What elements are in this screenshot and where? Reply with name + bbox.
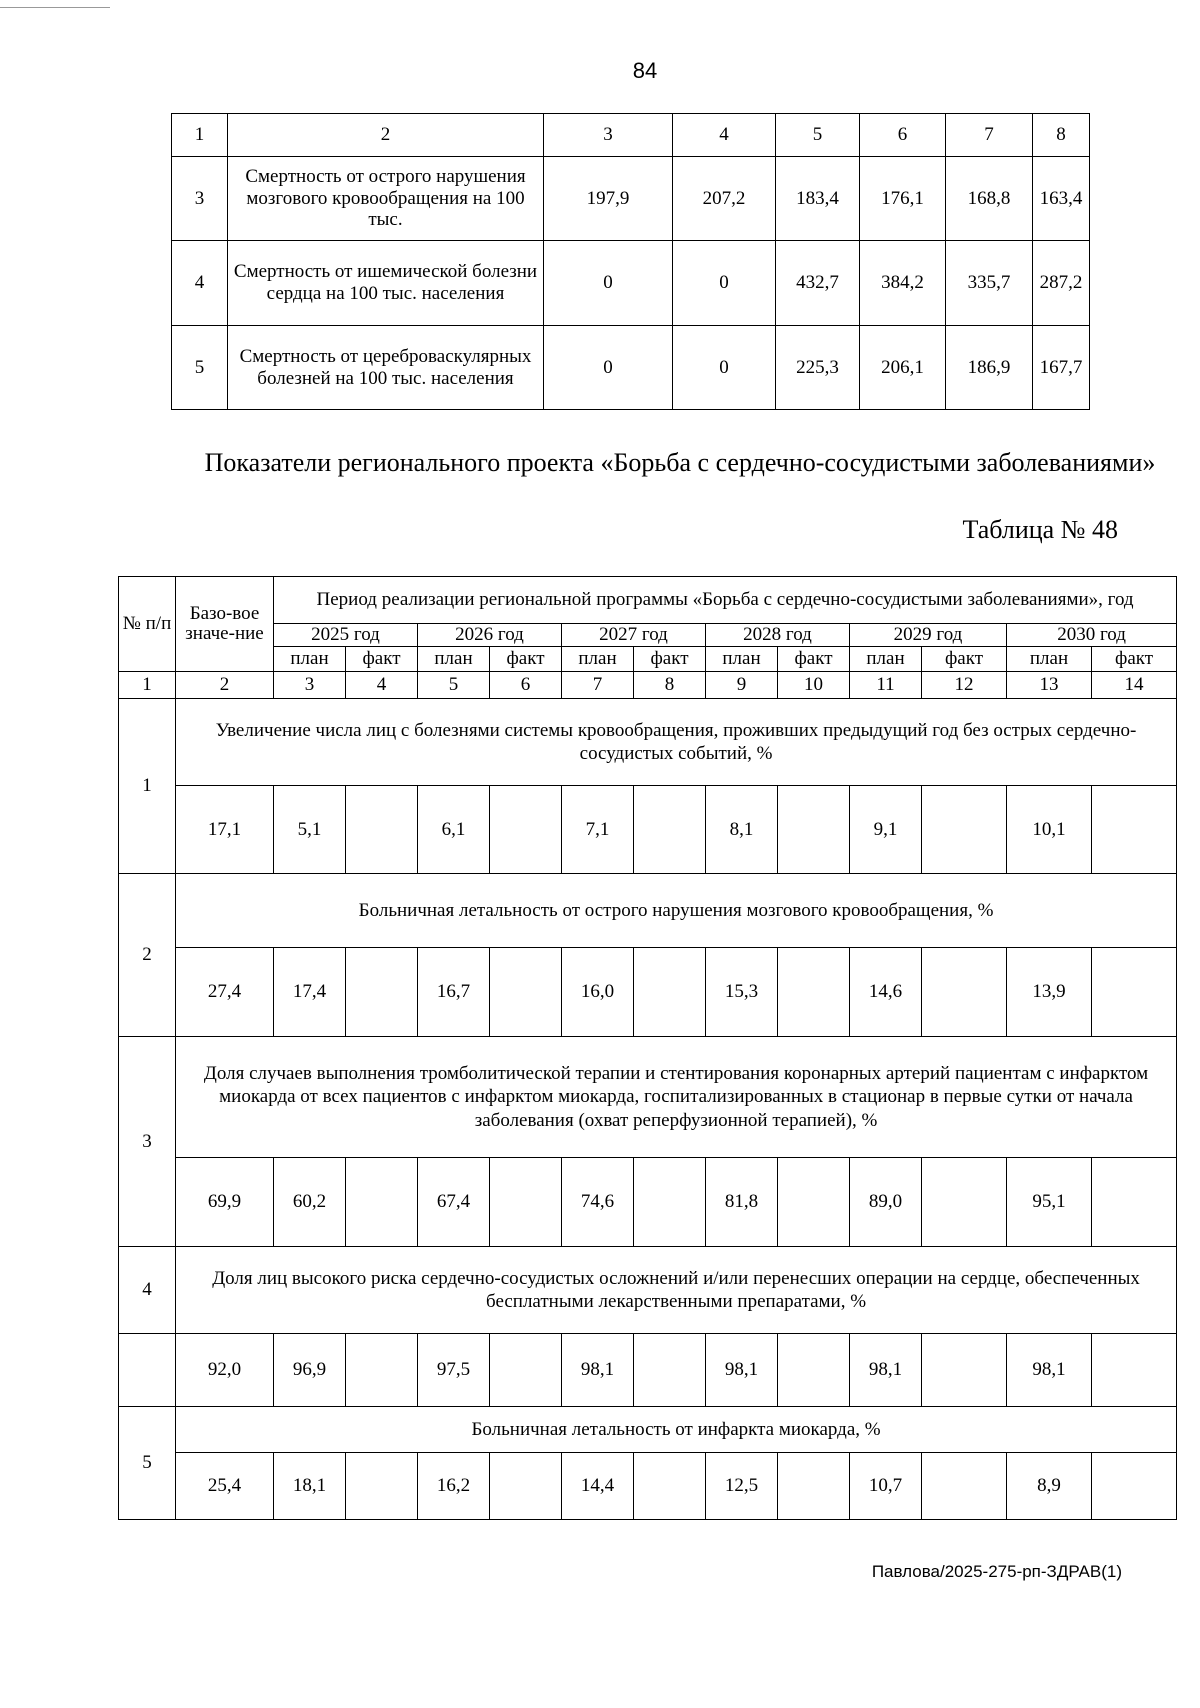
indicator-values-row [119, 1334, 1177, 1407]
year-header: 2028 год [706, 624, 850, 647]
plan-value: 5,1 [274, 786, 346, 874]
plan-value: 81,8 [706, 1158, 778, 1247]
fact-value [1092, 1334, 1177, 1407]
indicator-name: Смертность от острого нарушения мозгового кровообращения на 100 тыс. [228, 157, 544, 241]
plan-value: 98,1 [850, 1334, 922, 1407]
value-cell: 207,2 [673, 157, 776, 241]
fact-value [490, 948, 562, 1037]
plan-header: план [274, 647, 346, 672]
col-number: 1 [119, 672, 176, 699]
fact-value [778, 1158, 850, 1247]
fact-value [1092, 1158, 1177, 1247]
header-period: Период реализации региональной программы «Борьба с сердечно-сосудистыми заболеваниями», год [274, 577, 1177, 624]
section-title: Показатели регионального проекта «Борьба с сердечно-сосудистыми заболеваниями» [204, 448, 1156, 477]
fact-value [922, 1158, 1007, 1247]
col-number: 6 [860, 114, 946, 157]
plan-value: 9,1 [850, 786, 922, 874]
fact-value [346, 786, 418, 874]
fact-header: факт [346, 647, 418, 672]
indicator-values-row [119, 786, 1177, 874]
indicator-name: Больничная летальность от инфаркта миокарда, % [176, 1407, 1177, 1453]
table-number: Таблица № 48 [962, 515, 1118, 544]
fact-value [490, 1158, 562, 1247]
scan-edge-line [0, 7, 110, 8]
year-header: 2030 год [1007, 624, 1177, 647]
plan-value: 16,2 [418, 1453, 490, 1520]
fact-value [634, 1334, 706, 1407]
col-number: 13 [1007, 672, 1092, 699]
col-number: 7 [562, 672, 634, 699]
value-cell: 167,7 [1033, 326, 1090, 410]
plan-value: 13,9 [1007, 948, 1092, 1037]
plan-value: 14,6 [850, 948, 922, 1037]
indicator-name: Смертность от цереброваскулярных болезней на 100 тыс. населения [228, 326, 544, 410]
fact-value [922, 1334, 1007, 1407]
fact-header: факт [922, 647, 1007, 672]
fact-value [1092, 786, 1177, 874]
plan-value: 16,0 [562, 948, 634, 1037]
year-header: 2025 год [274, 624, 418, 647]
page-number: 84 [632, 58, 658, 83]
plan-value: 67,4 [418, 1158, 490, 1247]
value-cell: 197,9 [544, 157, 673, 241]
document-footer: Павлова/2025-275-рп-ЗДРАВ(1) [871, 1562, 1122, 1581]
fact-value [346, 948, 418, 1037]
plan-value: 98,1 [706, 1334, 778, 1407]
value-cell: 186,9 [946, 326, 1033, 410]
plan-header: план [706, 647, 778, 672]
col-number: 5 [418, 672, 490, 699]
col-number: 10 [778, 672, 850, 699]
col-number: 4 [346, 672, 418, 699]
plan-value: 74,6 [562, 1158, 634, 1247]
regional-project-indicators-table [118, 576, 1177, 1520]
indicator-name: Доля случаев выполнения тромболитической терапии и стентирования коронарных артерий пациентам с инфарктом миокарда от всех пациентов с инфарктом миокарда, госпитализированных в стационар в первые сутки от начала заболевания (охват реперфузионной терапией), % [176, 1037, 1177, 1158]
indicator-name: Смертность от ишемической болезни сердца на 100 тыс. населения [228, 241, 544, 326]
plan-header: план [850, 647, 922, 672]
value-cell: 0 [673, 326, 776, 410]
plan-value: 98,1 [562, 1334, 634, 1407]
fact-value [922, 1453, 1007, 1520]
fact-value [778, 948, 850, 1037]
fact-value [634, 948, 706, 1037]
fact-header: факт [634, 647, 706, 672]
row-number: 1 [119, 699, 176, 874]
col-number: 4 [673, 114, 776, 157]
plan-header: план [562, 647, 634, 672]
col-number: 3 [274, 672, 346, 699]
row-number: 2 [119, 874, 176, 1037]
col-number: 12 [922, 672, 1007, 699]
indicator-values-row [119, 948, 1177, 1037]
table-row [172, 157, 1090, 241]
value-cell: 0 [544, 326, 673, 410]
plan-value: 10,1 [1007, 786, 1092, 874]
year-header: 2026 год [418, 624, 562, 647]
value-cell: 287,2 [1033, 241, 1090, 326]
indicator-values-row [119, 1158, 1177, 1247]
plan-value: 17,4 [274, 948, 346, 1037]
col-number: 14 [1092, 672, 1177, 699]
table2-plan-fact-row [119, 647, 1177, 672]
fact-value [778, 786, 850, 874]
plan-value: 12,5 [706, 1453, 778, 1520]
row-number: 5 [172, 326, 228, 410]
fact-value [346, 1334, 418, 1407]
plan-value: 18,1 [274, 1453, 346, 1520]
table-row [172, 326, 1090, 410]
fact-value [490, 786, 562, 874]
fact-header: факт [778, 647, 850, 672]
value-cell: 0 [544, 241, 673, 326]
table2-years-row [119, 624, 1177, 647]
header-row-number: № п/п [119, 577, 176, 672]
indicator-name-row [119, 1247, 1177, 1334]
value-cell: 206,1 [860, 326, 946, 410]
col-number: 3 [544, 114, 673, 157]
table1-header-row [172, 114, 1090, 157]
fact-value [634, 786, 706, 874]
indicator-name: Больничная летальность от острого нарушения мозгового кровообращения, % [176, 874, 1177, 948]
indicator-name-row [119, 1037, 1177, 1158]
value-cell: 384,2 [860, 241, 946, 326]
fact-value [922, 786, 1007, 874]
plan-value: 8,1 [706, 786, 778, 874]
indicators-table-continued [171, 113, 1090, 410]
col-number: 6 [490, 672, 562, 699]
plan-value: 96,9 [274, 1334, 346, 1407]
col-number: 2 [228, 114, 544, 157]
value-cell: 176,1 [860, 157, 946, 241]
row-number: 4 [172, 241, 228, 326]
value-cell: 0 [673, 241, 776, 326]
fact-value [778, 1453, 850, 1520]
row-number-empty [119, 1334, 176, 1407]
indicator-name: Увеличение числа лиц с болезнями системы кровообращения, проживших предыдущий год без острых сердечно-сосудистых событий, % [176, 699, 1177, 786]
plan-value: 97,5 [418, 1334, 490, 1407]
col-number: 1 [172, 114, 228, 157]
value-cell: 335,7 [946, 241, 1033, 326]
plan-header: план [1007, 647, 1092, 672]
col-number: 5 [776, 114, 860, 157]
fact-header: факт [1092, 647, 1177, 672]
fact-value [346, 1158, 418, 1247]
fact-value [778, 1334, 850, 1407]
base-value: 17,1 [176, 786, 274, 874]
plan-value: 15,3 [706, 948, 778, 1037]
fact-value [1092, 1453, 1177, 1520]
fact-value [490, 1334, 562, 1407]
value-cell: 168,8 [946, 157, 1033, 241]
value-cell: 432,7 [776, 241, 860, 326]
fact-value [1092, 948, 1177, 1037]
col-number: 8 [1033, 114, 1090, 157]
fact-value [634, 1158, 706, 1247]
fact-header: факт [490, 647, 562, 672]
plan-value: 98,1 [1007, 1334, 1092, 1407]
plan-value: 16,7 [418, 948, 490, 1037]
indicator-name-row [119, 874, 1177, 948]
fact-value [490, 1453, 562, 1520]
year-header: 2029 год [850, 624, 1007, 647]
fact-value [346, 1453, 418, 1520]
table2-header-row [119, 577, 1177, 624]
value-cell: 163,4 [1033, 157, 1090, 241]
plan-value: 60,2 [274, 1158, 346, 1247]
base-value: 92,0 [176, 1334, 274, 1407]
base-value: 69,9 [176, 1158, 274, 1247]
value-cell: 225,3 [776, 326, 860, 410]
col-number: 11 [850, 672, 922, 699]
plan-value: 8,9 [1007, 1453, 1092, 1520]
plan-value: 95,1 [1007, 1158, 1092, 1247]
fact-value [922, 948, 1007, 1037]
plan-header: план [418, 647, 490, 672]
plan-value: 89,0 [850, 1158, 922, 1247]
plan-value: 6,1 [418, 786, 490, 874]
row-number: 4 [119, 1247, 176, 1334]
col-number: 2 [176, 672, 274, 699]
base-value: 27,4 [176, 948, 274, 1037]
header-base-value: Базо-вое значе-ние [176, 577, 274, 672]
row-number: 5 [119, 1407, 176, 1520]
table-row [172, 241, 1090, 326]
plan-value: 10,7 [850, 1453, 922, 1520]
plan-value: 7,1 [562, 786, 634, 874]
fact-value [634, 1453, 706, 1520]
indicator-name-row [119, 1407, 1177, 1453]
year-header: 2027 год [562, 624, 706, 647]
col-number: 9 [706, 672, 778, 699]
row-number: 3 [172, 157, 228, 241]
base-value: 25,4 [176, 1453, 274, 1520]
value-cell: 183,4 [776, 157, 860, 241]
col-number: 7 [946, 114, 1033, 157]
indicator-name-row [119, 699, 1177, 786]
indicator-values-row [119, 1453, 1177, 1520]
table2-column-numbers-row [119, 672, 1177, 699]
plan-value: 14,4 [562, 1453, 634, 1520]
indicator-name: Доля лиц высокого риска сердечно-сосудистых осложнений и/или перенесших операции на сердце, обеспеченных бесплатными лекарственными препаратами, % [176, 1247, 1177, 1334]
row-number: 3 [119, 1037, 176, 1247]
col-number: 8 [634, 672, 706, 699]
